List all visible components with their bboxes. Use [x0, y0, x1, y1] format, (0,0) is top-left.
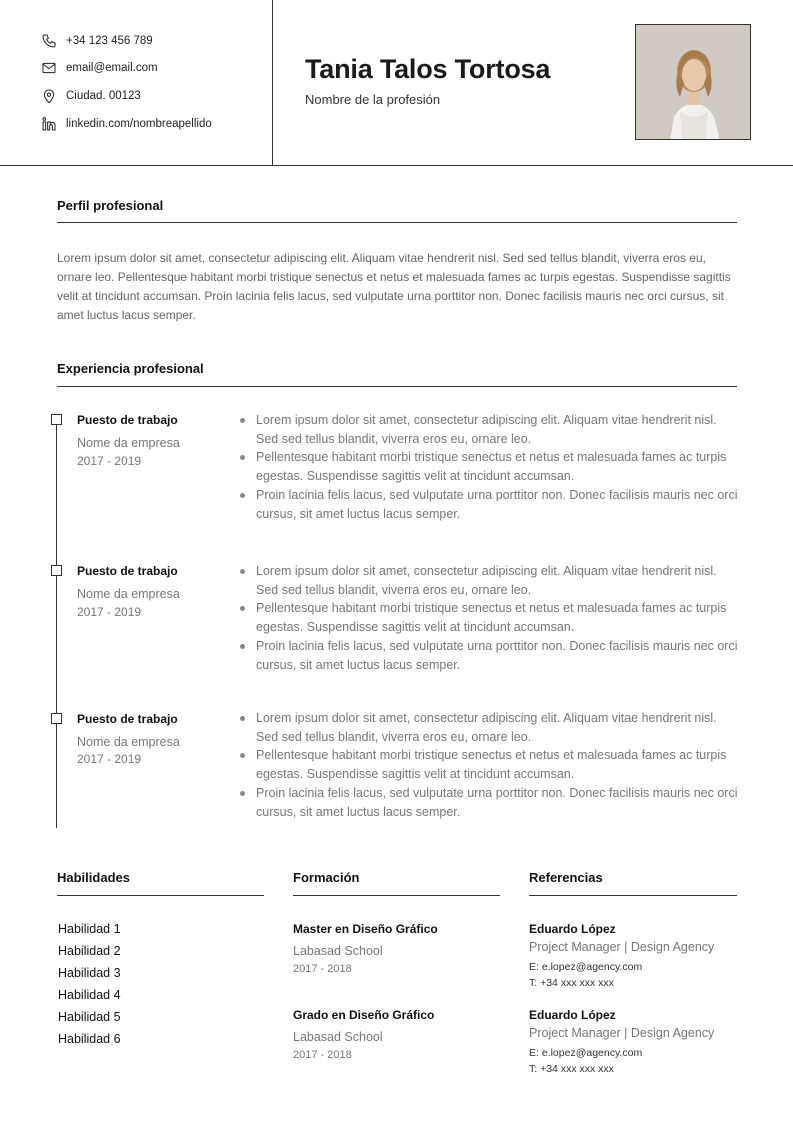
reference-role: Project Manager | Design Agency	[529, 1026, 715, 1040]
education-school: Labasad School	[293, 1030, 383, 1044]
education-school: Labasad School	[293, 944, 383, 958]
references-divider	[529, 895, 737, 896]
job-bullets	[238, 709, 738, 821]
job-title: Puesto de trabajo	[77, 564, 178, 578]
education-degree: Grado en Diseño Gráfico	[293, 1008, 435, 1022]
timeline-marker	[51, 565, 62, 576]
candidate-name: Tania Talos Tortosa	[305, 54, 551, 84]
mail-icon	[40, 59, 58, 77]
skills-section-title: Habilidades	[57, 870, 130, 885]
reference-name: Eduardo López	[529, 922, 616, 936]
list-item: Proin lacinia felis lacus, sed vulputate urna porttitor non. Donec facilisis mauris nec orci cursus, sit amet luctus lacus semper.	[238, 637, 738, 674]
city-text: Ciudad. 00123	[66, 90, 141, 102]
reference-phone: T: +34 xxx xxx xxx	[529, 977, 614, 989]
job-bullets	[238, 562, 738, 674]
skills-divider	[57, 895, 264, 896]
email-text: email@email.com	[66, 62, 158, 74]
list-item: Lorem ipsum dolor sit amet, consectetur adipiscing elit. Aliquam vitae hendrerit nisl. Sed sed tellus blandit, viverra eros eu, ornare leo.	[238, 562, 738, 599]
skill-item: Habilidad 1	[58, 922, 121, 936]
job-dates: 2017 - 2019	[77, 605, 142, 619]
profile-summary: Lorem ipsum dolor sit amet, consectetur adipiscing elit. Aliquam vitae hendrerit nisl. Sed sed tellus blandit, viverra eros eu, ornare leo. Pellentesque habitant morbi tristique senectus et netus et malesuada fames ac turpis egestas. Suspendisse sagittis velit at tincidunt accumsan. Proin lacinia felis lacus, sed vulputate urna porttitor non. Donec facilisis mauris nec orci cursus, sit amet luctus lacus semper.	[57, 251, 731, 322]
skill-item: Habilidad 2	[58, 944, 121, 958]
location-pin-icon	[40, 87, 58, 105]
experience-timeline	[56, 420, 57, 828]
job-dates: 2017 - 2019	[77, 454, 142, 468]
reference-name: Eduardo López	[529, 1008, 616, 1022]
list-item: Proin lacinia felis lacus, sed vulputate urna porttitor non. Donec facilisis mauris nec orci cursus, sit amet luctus lacus semper.	[238, 784, 738, 821]
list-item: Lorem ipsum dolor sit amet, consectetur adipiscing elit. Aliquam vitae hendrerit nisl. Sed sed tellus blandit, viverra eros eu, ornare leo.	[238, 709, 738, 746]
job-dates: 2017 - 2019	[77, 752, 142, 766]
list-item: Pellentesque habitant morbi tristique senectus et netus et malesuada fames ac turpis egestas. Suspendisse sagittis velit at tincidunt accumsan.	[238, 599, 738, 636]
education-section-title: Formación	[293, 870, 360, 885]
contact-email	[40, 58, 158, 78]
education-degree: Master en Diseño Gráfico	[293, 922, 438, 936]
contact-city	[40, 86, 141, 106]
education-divider	[293, 895, 500, 896]
job-title: Puesto de trabajo	[77, 413, 178, 427]
reference-phone: T: +34 xxx xxx xxx	[529, 1063, 614, 1075]
skill-item: Habilidad 5	[58, 1010, 121, 1024]
timeline-marker	[51, 713, 62, 724]
skill-item: Habilidad 4	[58, 988, 121, 1002]
linkedin-text: linkedin.com/nombreapellido	[66, 118, 212, 130]
reference-email: E: e.lopez@agency.com	[529, 961, 643, 973]
education-dates: 2017 - 2018	[293, 963, 352, 975]
profile-section-title: Perfil profesional	[57, 198, 164, 213]
contact-phone	[40, 31, 153, 51]
phone-text: +34 123 456 789	[66, 35, 153, 47]
candidate-profession: Nombre de la profesión	[305, 92, 441, 107]
job-company: Nome da empresa	[77, 587, 180, 601]
timeline-marker	[51, 414, 62, 425]
list-item: Pellentesque habitant morbi tristique senectus et netus et malesuada fames ac turpis egestas. Suspendisse sagittis velit at tincidunt accumsan.	[238, 746, 738, 783]
contact-linkedin	[40, 114, 212, 134]
job-bullets	[238, 411, 738, 523]
reference-email: E: e.lopez@agency.com	[529, 1047, 643, 1059]
phone-icon	[40, 32, 58, 50]
header-divider	[272, 0, 273, 166]
references-section-title: Referencias	[529, 870, 603, 885]
job-company: Nome da empresa	[77, 436, 180, 450]
education-dates: 2017 - 2018	[293, 1049, 352, 1061]
skill-item: Habilidad 3	[58, 966, 121, 980]
list-item: Proin lacinia felis lacus, sed vulputate urna porttitor non. Donec facilisis mauris nec orci cursus, sit amet luctus lacus semper.	[238, 486, 738, 523]
linkedin-icon	[40, 115, 58, 133]
experience-section-title: Experiencia profesional	[57, 361, 204, 376]
experience-divider	[57, 386, 737, 387]
profile-photo	[635, 24, 751, 140]
job-title: Puesto de trabajo	[77, 712, 178, 726]
list-item: Pellentesque habitant morbi tristique senectus et netus et malesuada fames ac turpis egestas. Suspendisse sagittis velit at tincidunt accumsan.	[238, 448, 738, 485]
job-company: Nome da empresa	[77, 735, 180, 749]
profile-divider	[57, 222, 737, 223]
reference-role: Project Manager | Design Agency	[529, 940, 715, 954]
list-item: Lorem ipsum dolor sit amet, consectetur adipiscing elit. Aliquam vitae hendrerit nisl. Sed sed tellus blandit, viverra eros eu, ornare leo.	[238, 411, 738, 448]
skill-item: Habilidad 6	[58, 1032, 121, 1046]
